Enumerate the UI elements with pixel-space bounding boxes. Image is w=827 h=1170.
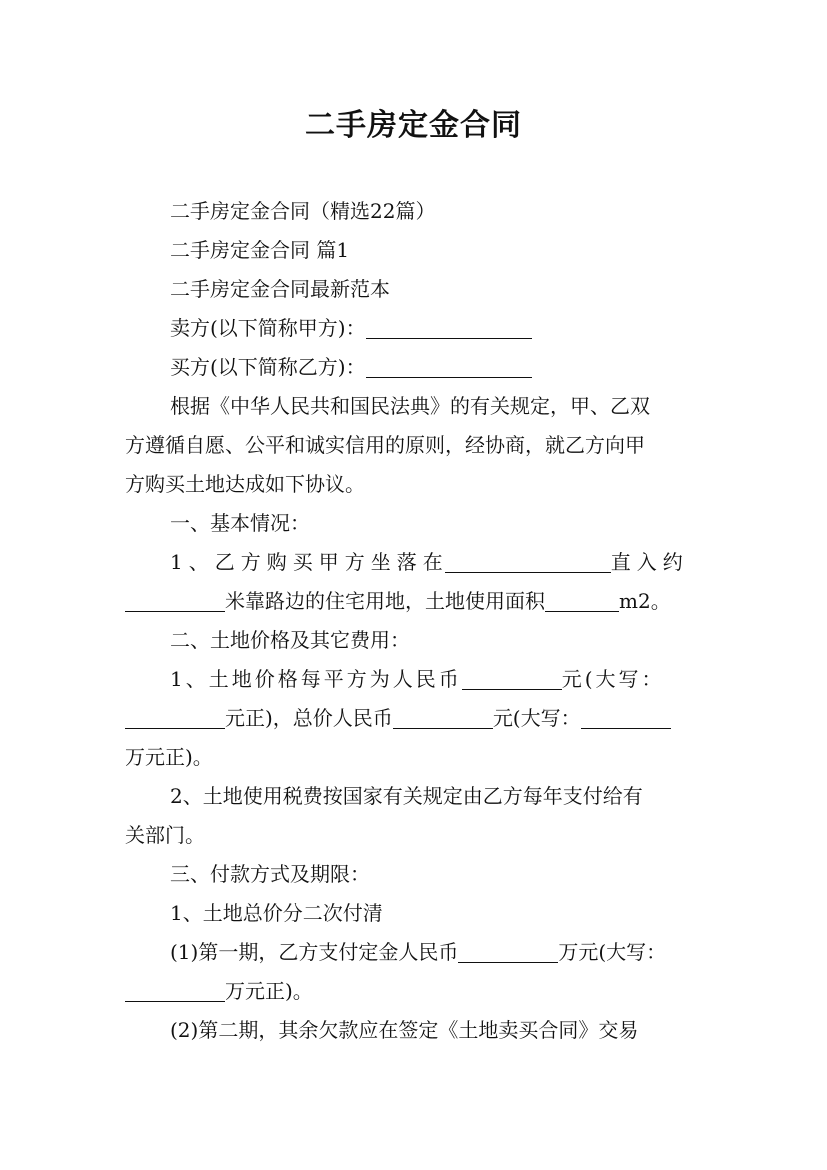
deposit-words-blank: [125, 979, 225, 1002]
buyer-blank: [366, 355, 532, 378]
unit-price-blank: [462, 667, 562, 690]
clause-line: [170, 547, 689, 577]
clause-text: 元(大写：: [492, 706, 581, 730]
distance-blank: [125, 589, 225, 612]
clause-text: 元(大写：: [561, 667, 665, 691]
paragraph-line: 根据《中华人民共和国民法典》的有关规定，甲、乙双: [170, 394, 650, 418]
clause-line: 万元正)。: [125, 745, 213, 769]
buyer-line: [170, 352, 532, 382]
total-price-words-blank: [581, 706, 671, 729]
paragraph-line: 方购买土地达成如下协议。: [125, 472, 365, 496]
clause-line: (2)第二期，其余欠款应在签定《土地卖买合同》交易: [170, 1018, 639, 1042]
subtitle-line: 二手房定金合同（精选22篇）: [170, 199, 436, 223]
seller-line: [170, 313, 532, 343]
clause-text: 直入约: [610, 550, 689, 574]
clause-text: (1)第一期，乙方支付定金人民币: [170, 940, 459, 964]
section-heading: 二手房定金合同 篇1: [170, 238, 350, 262]
clause-line: 2、土地使用税费按国家有关规定由乙方每年支付给有: [170, 784, 643, 808]
clause-line: [125, 976, 313, 1006]
clause-text: 万元正)。: [225, 979, 313, 1003]
unit-price-words-blank: [125, 706, 225, 729]
clause-line: 1、土地总价分二次付清: [170, 901, 383, 925]
clause-text: 万元(大写：: [558, 940, 667, 964]
section-three-heading: 三、付款方式及期限：: [170, 862, 370, 886]
clause-text: 1、土地价格每平方为人民币: [170, 667, 462, 691]
clause-text: 米靠路边的住宅用地，土地使用面积: [225, 589, 545, 613]
deposit-blank: [458, 940, 558, 963]
paragraph-line: 方遵循自愿、公平和诚实信用的原则，经协商，就乙方向甲: [125, 433, 645, 457]
clause-line: [170, 664, 665, 694]
clause-line: [170, 937, 666, 967]
clause-line: [125, 703, 671, 733]
clause-text: m2。: [619, 589, 671, 613]
clause-line: [125, 586, 671, 616]
total-price-blank: [393, 706, 493, 729]
clause-text: 元正)，总价人民币: [225, 706, 393, 730]
seller-label: 卖方(以下简称甲方)：: [170, 316, 366, 340]
section-two-heading: 二、土地价格及其它费用：: [170, 628, 410, 652]
section-one-heading: 一、基本情况：: [170, 511, 310, 535]
contract-heading: 二手房定金合同最新范本: [170, 277, 390, 301]
clause-line: 关部门。: [125, 823, 205, 847]
seller-blank: [366, 316, 532, 339]
area-blank: [545, 589, 619, 612]
buyer-label: 买方(以下简称乙方)：: [170, 355, 366, 379]
clause-text: 1、乙方购买甲方坐落在: [170, 550, 449, 574]
document-title: 二手房定金合同: [305, 108, 522, 143]
location-blank: [445, 550, 611, 573]
